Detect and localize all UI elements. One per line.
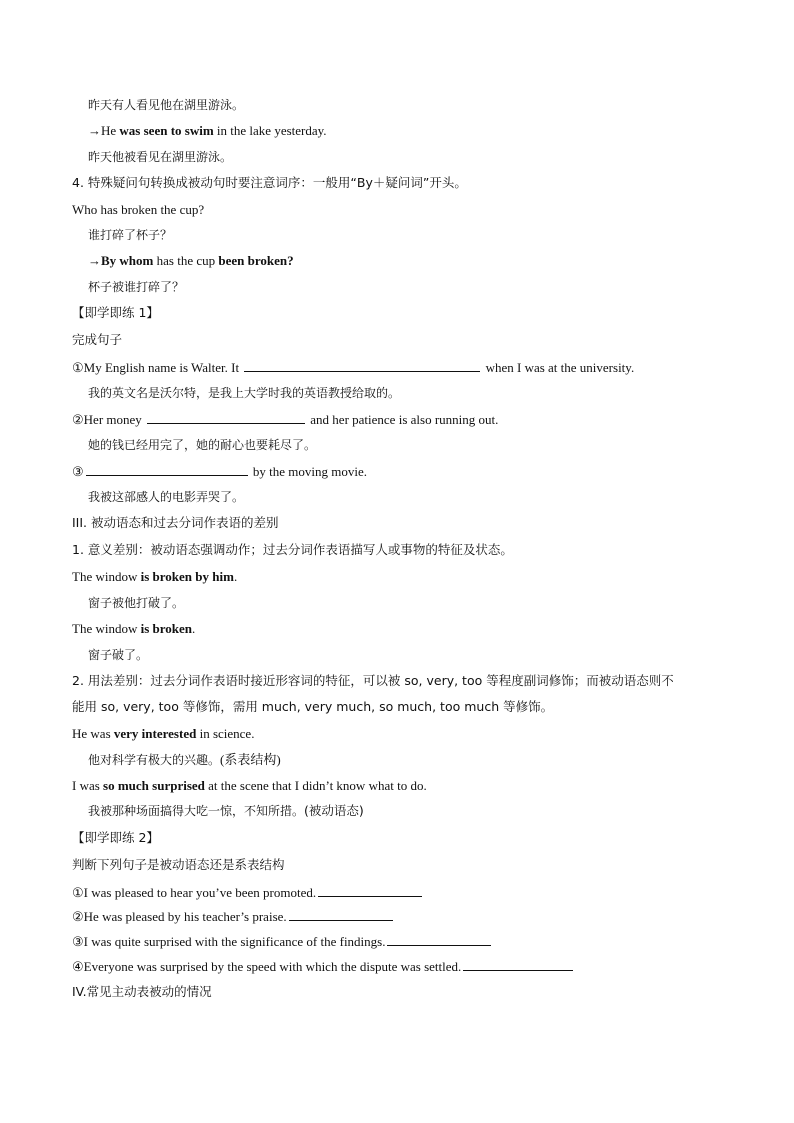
judge-item-3 bbox=[72, 932, 493, 951]
cn-translation-line: 她的钱已经用完了，她的耐心也要耗尽了。 bbox=[88, 438, 317, 452]
practice-heading-1: 【即学即练 1】 bbox=[72, 305, 159, 320]
item-number: ① bbox=[72, 360, 84, 375]
exercise-item-3 bbox=[72, 462, 367, 481]
item-number: ② bbox=[72, 909, 84, 924]
practice-heading-2: 【即学即练 2】 bbox=[72, 830, 159, 845]
bold-phrase: →By whom bbox=[88, 253, 154, 268]
cn-translation-line bbox=[88, 802, 364, 820]
cn-translation-line: 昨天有人看见他在湖里游泳。 bbox=[88, 98, 245, 112]
answer-blank[interactable] bbox=[289, 907, 393, 921]
answer-blank[interactable] bbox=[244, 358, 480, 372]
item-number: ③ bbox=[72, 934, 84, 949]
example-sentence bbox=[72, 568, 237, 586]
sentence-start: I was bbox=[72, 778, 104, 793]
judge-item-1 bbox=[72, 883, 424, 902]
sentence-mid: has the cup bbox=[153, 253, 219, 268]
structure-note: (系表结构) bbox=[220, 752, 281, 767]
cn-translation-line: 谁打碎了杯子？ bbox=[88, 228, 173, 242]
rule-heading-2-cont: 能用 so, very, too 等修饰，需用 much, very much, so much, too much 等修饰。 bbox=[72, 699, 554, 714]
sentence-text: Everyone was surprised by the speed with which the dispute was settled. bbox=[83, 959, 462, 974]
arrow-text: →He bbox=[88, 123, 120, 138]
answer-blank[interactable] bbox=[387, 932, 491, 946]
sentence-end: and her patience is also running out. bbox=[307, 412, 499, 427]
cn-translation-line: 杯子被谁打碎了？ bbox=[88, 280, 185, 294]
sentence-start: He was bbox=[72, 726, 114, 741]
example-sentence bbox=[72, 777, 427, 795]
answer-blank[interactable] bbox=[86, 462, 248, 476]
rule-heading-2: 2. 用法差别：过去分词作表语时接近形容词的特征，可以被 so, very, too 等程度副词修饰；而被动语态则不 bbox=[72, 673, 674, 688]
answer-blank[interactable] bbox=[318, 883, 422, 897]
sentence-rest: in the lake yesterday. bbox=[213, 123, 327, 138]
example-sentence bbox=[72, 725, 254, 743]
rule-heading-1: 1. 意义差别：被动语态强调动作；过去分词作表语描写人或事物的特征及状态。 bbox=[72, 542, 513, 557]
example-sentence: Who has broken the cup? bbox=[72, 202, 205, 217]
exercise-item-2 bbox=[72, 410, 498, 429]
exercise-item-1 bbox=[72, 358, 634, 377]
item-number: ② bbox=[72, 412, 84, 427]
example-sentence bbox=[88, 122, 327, 140]
translation-text: 他对科学有极大的兴趣。 bbox=[88, 753, 221, 767]
answer-blank[interactable] bbox=[147, 410, 305, 424]
exercise-instruction: 完成句子 bbox=[72, 332, 123, 347]
sentence-start: Her money bbox=[83, 412, 146, 427]
bold-phrase: been broken? bbox=[218, 253, 294, 268]
judge-item-4 bbox=[72, 957, 575, 976]
cn-translation-line: 我被这部感人的电影弄哭了。 bbox=[88, 490, 245, 504]
cn-translation-line: 窗子被他打破了。 bbox=[88, 596, 185, 610]
translation-text: 我被那种场面搞得大吃一惊，不知所措。 bbox=[88, 804, 305, 818]
rule-heading-4: 4. 特殊疑问句转换成被动句时要注意词序：一般用“By＋疑问词”开头。 bbox=[72, 175, 467, 190]
sentence-text: I was quite surprised with the significance of the findings. bbox=[83, 934, 386, 949]
example-sentence bbox=[72, 620, 195, 638]
bold-phrase: was seen to swim bbox=[119, 123, 214, 138]
exercise-instruction: 判断下列句子是被动语态还是系表结构 bbox=[72, 857, 285, 872]
bold-phrase: is broken by him bbox=[140, 569, 234, 584]
bold-phrase: so much surprised bbox=[103, 778, 205, 793]
structure-note: (被动语态) bbox=[304, 803, 364, 818]
sentence-end: . bbox=[192, 621, 196, 636]
cn-translation-line bbox=[88, 751, 281, 769]
item-number: ① bbox=[72, 885, 84, 900]
cn-translation-line: 窗子破了。 bbox=[88, 648, 149, 662]
cn-translation-line: 我的英文名是沃尔特，是我上大学时我的英语教授给取的。 bbox=[88, 386, 401, 400]
sentence-end: . bbox=[233, 569, 238, 584]
section-heading-iv: IV.常见主动表被动的情况 bbox=[72, 984, 212, 999]
item-number: ④ bbox=[72, 959, 84, 974]
sentence-start: The window bbox=[72, 569, 141, 584]
judge-item-2 bbox=[72, 907, 395, 926]
sentence-text: He was pleased by his teacher’s praise. bbox=[83, 909, 287, 924]
sentence-end: at the scene that I didn’t know what to do. bbox=[204, 778, 427, 793]
section-heading-iii: III. 被动语态和过去分词作表语的差别 bbox=[72, 515, 279, 530]
sentence-end: by the moving movie. bbox=[249, 464, 368, 479]
cn-translation-line: 昨天他被看见在湖里游泳。 bbox=[88, 150, 233, 164]
sentence-start: The window bbox=[72, 621, 141, 636]
example-sentence bbox=[88, 252, 294, 270]
item-number: ③ bbox=[72, 464, 84, 479]
sentence-start: My English name is Walter. It bbox=[83, 360, 243, 375]
answer-blank[interactable] bbox=[463, 957, 573, 971]
sentence-end: in science. bbox=[196, 726, 255, 741]
sentence-end: when I was at the university. bbox=[482, 360, 635, 375]
bold-phrase: very interested bbox=[113, 726, 197, 741]
sentence-text: I was pleased to hear you’ve been promoted. bbox=[83, 885, 317, 900]
bold-phrase: is broken bbox=[140, 621, 193, 636]
